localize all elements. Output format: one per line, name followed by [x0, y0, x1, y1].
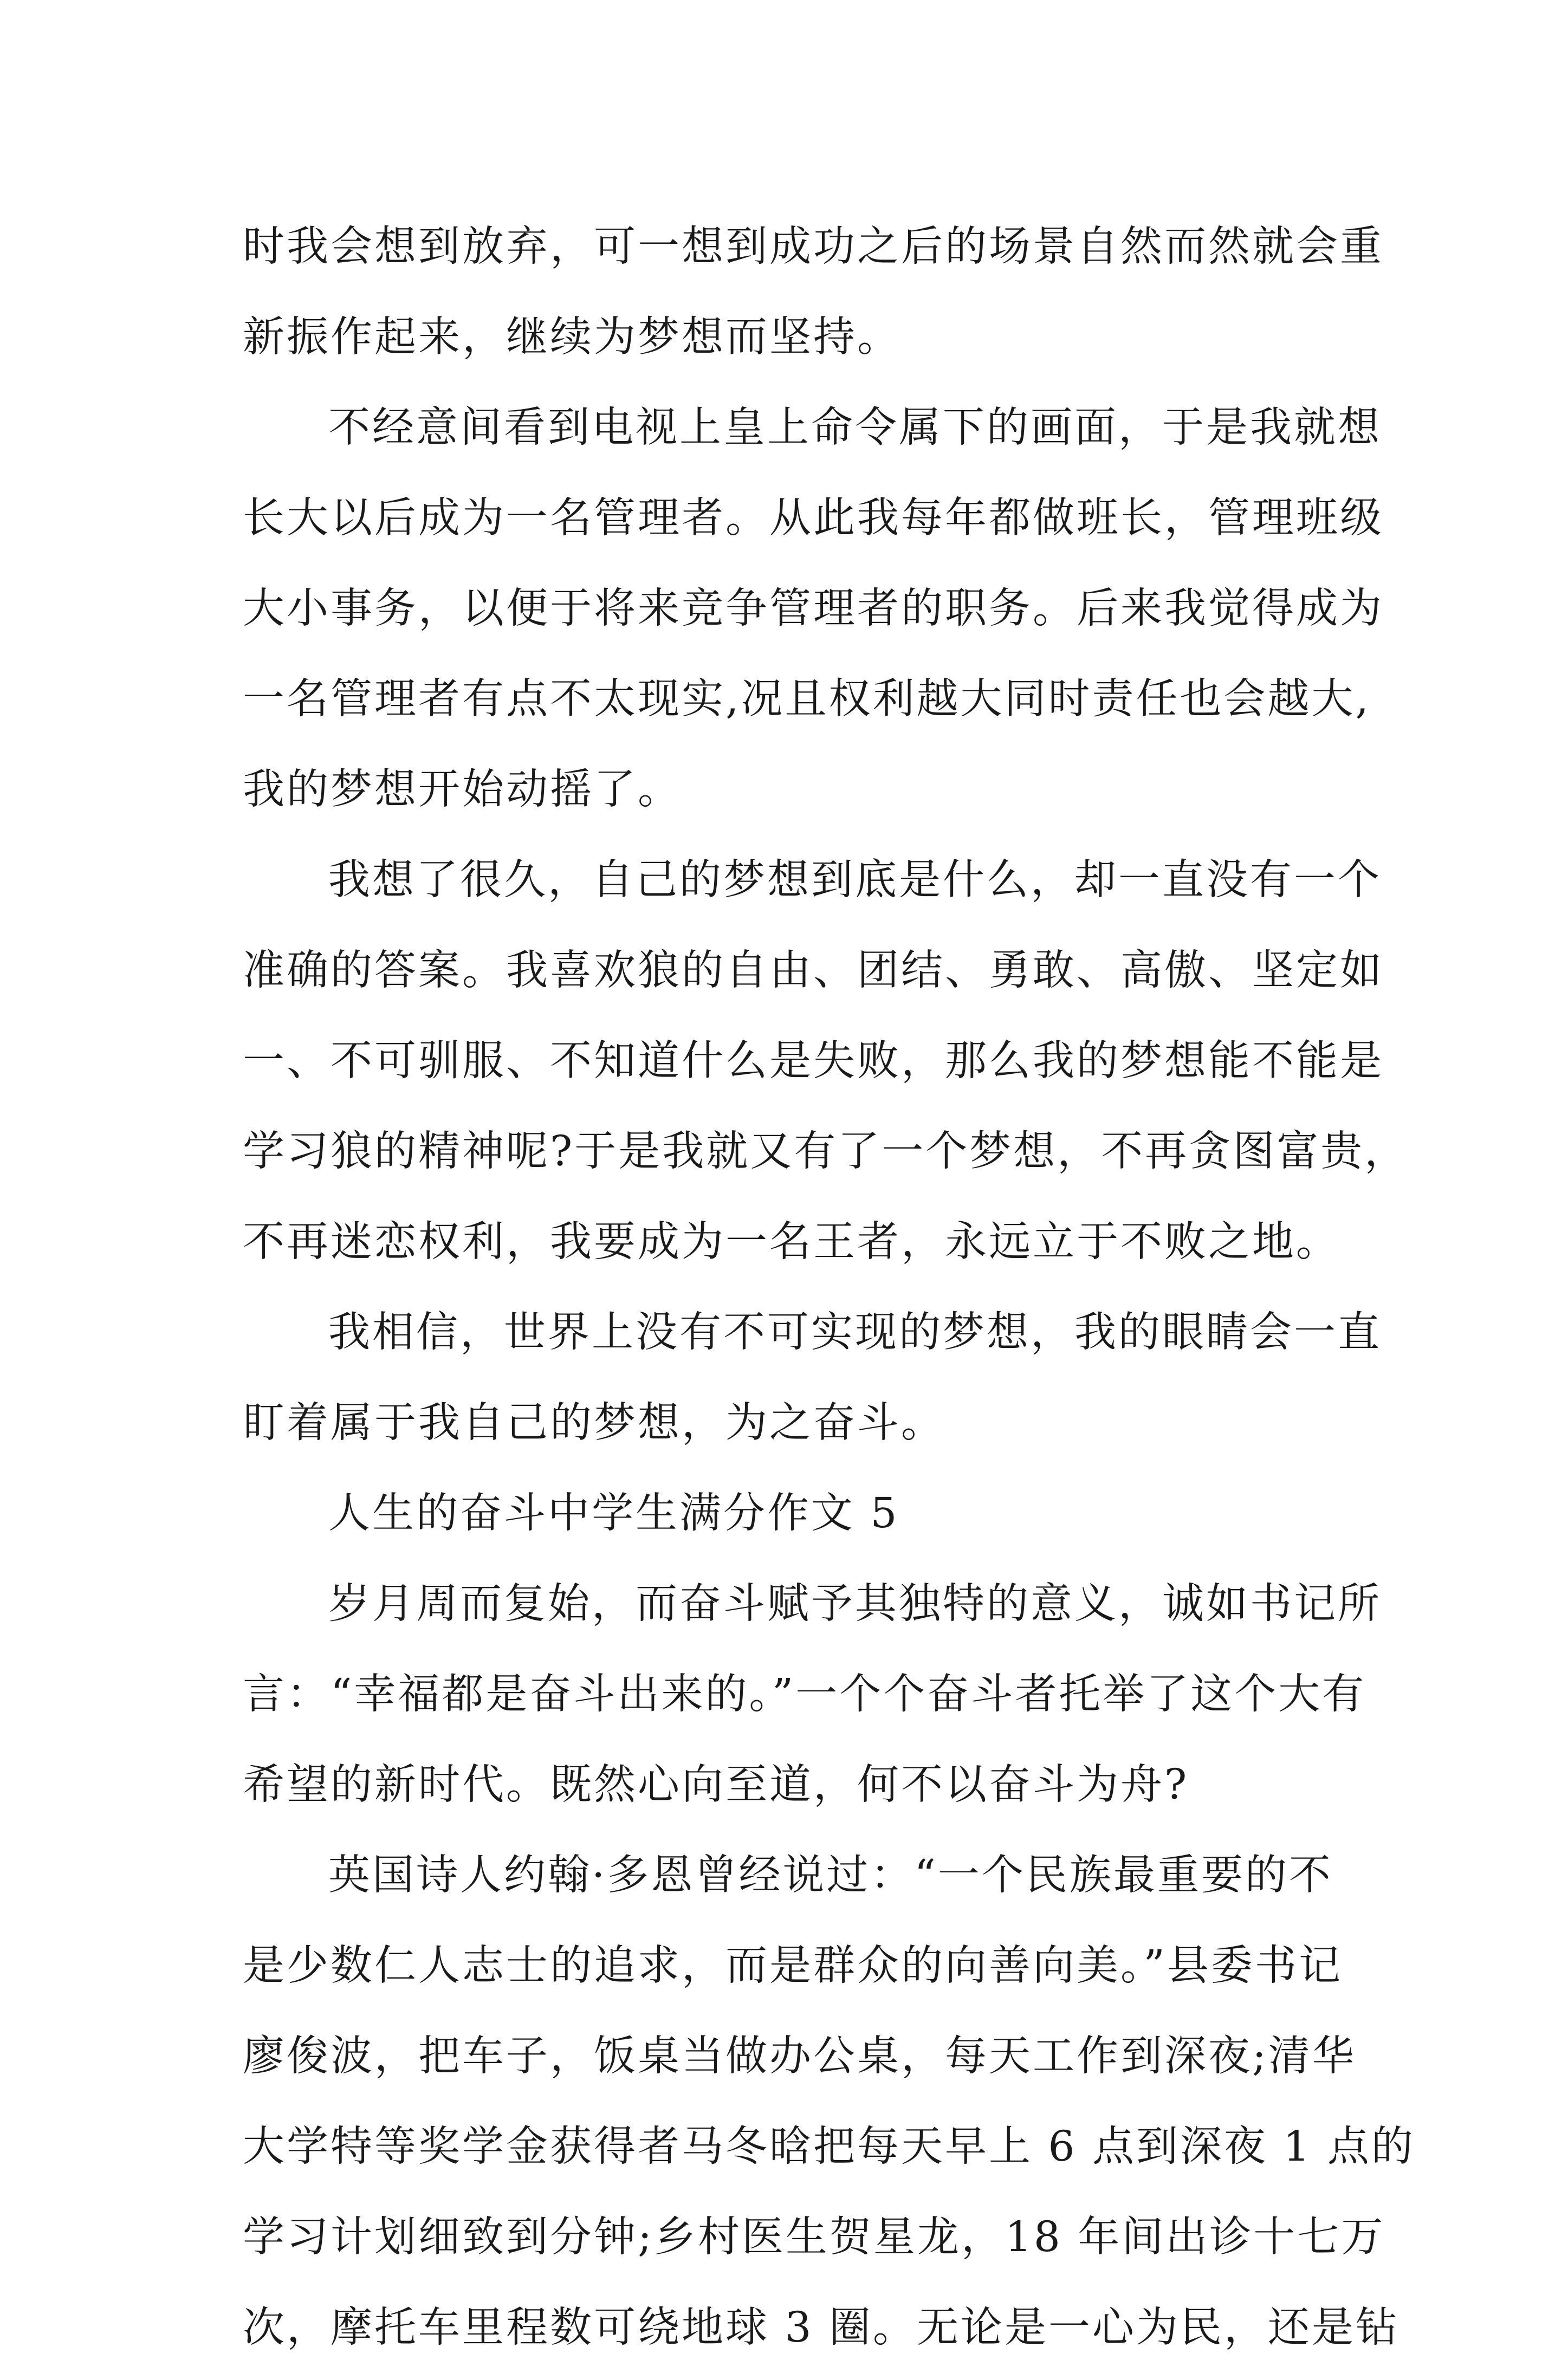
- section-heading: 人生的奋斗中学生满分作文 5: [328, 1489, 899, 1538]
- text-line-23: 学习计划细致到分钟;乡村医生贺星龙，18 年间出诊十七万: [243, 2213, 1385, 2261]
- paragraph-start-line-8: 我想了很久，自己的梦想到底是什么，却一直没有一个: [328, 856, 1382, 904]
- essay-body: [243, 202, 1415, 2373]
- text-line-14: 盯着属于我自己的梦想，为之奋斗。: [243, 1399, 945, 1447]
- text-line-17: 言：“幸福都是奋斗出来的。”一个个奋斗者托举了这个大有: [243, 1670, 1366, 1719]
- paragraph-start-line-13: 我相信，世界上没有不可实现的梦想，我的眼睛会一直: [328, 1308, 1382, 1357]
- text-line-5: 大小事务，以便于将来竞争管理者的职务。后来我觉得成为: [243, 585, 1384, 633]
- text-line-21: 廖俊波，把车子，饭桌当做办公桌，每天工作到深夜;清华: [243, 2032, 1356, 2080]
- text-line-4: 长大以后成为一名管理者。从此我每年都做班长，管理班级: [243, 494, 1384, 542]
- text-line-12: 不再迷恋权利，我要成为一名王者，永远立于不败之地。: [243, 1218, 1340, 1266]
- text-line-22: 大学特等奖学金获得者马冬晗把每天早上 6 点到深夜 1 点的: [243, 2123, 1415, 2171]
- paragraph-start-line-3: 不经意间看到电视上皇上命令属下的画面，于是我就想: [328, 404, 1382, 452]
- text-line-6: 一名管理者有点不太现实,况且权利越大同时责任也会越大,: [243, 675, 1371, 723]
- text-line-2: 新振作起来，继续为梦想而坚持。: [243, 313, 901, 361]
- text-line-11: 学习狼的精神呢?于是我就又有了一个梦想，不再贪图富贵，: [243, 1127, 1409, 1176]
- text-line-7: 我的梦想开始动摇了。: [243, 766, 682, 814]
- paragraph-start-line-19: 英国诗人约翰·多恩曾经说过：“一个民族最重要的不: [328, 1851, 1333, 1899]
- text-line-18: 希望的新时代。既然心向至道，何不以奋斗为舟?: [243, 1761, 1189, 1809]
- text-line-1: 时我会想到放弃，可一想到成功之后的场景自然而然就会重: [243, 223, 1384, 271]
- paragraph-start-line-16: 岁月周而复始，而奋斗赋予其独特的意义，诚如书记所: [328, 1580, 1382, 1628]
- text-line-24: 次，摩托车里程数可绕地球 3 圈。无论是一心为民，还是钻: [243, 2304, 1399, 2352]
- text-line-10: 一、不可驯服、不知道什么是失败，那么我的梦想能不能是: [243, 1037, 1384, 1085]
- text-line-20: 是少数仁人志士的追求，而是群众的向善向美。”县委书记: [243, 1942, 1343, 1990]
- text-line-9: 准确的答案。我喜欢狼的自由、团结、勇敢、高傲、坚定如: [243, 946, 1384, 995]
